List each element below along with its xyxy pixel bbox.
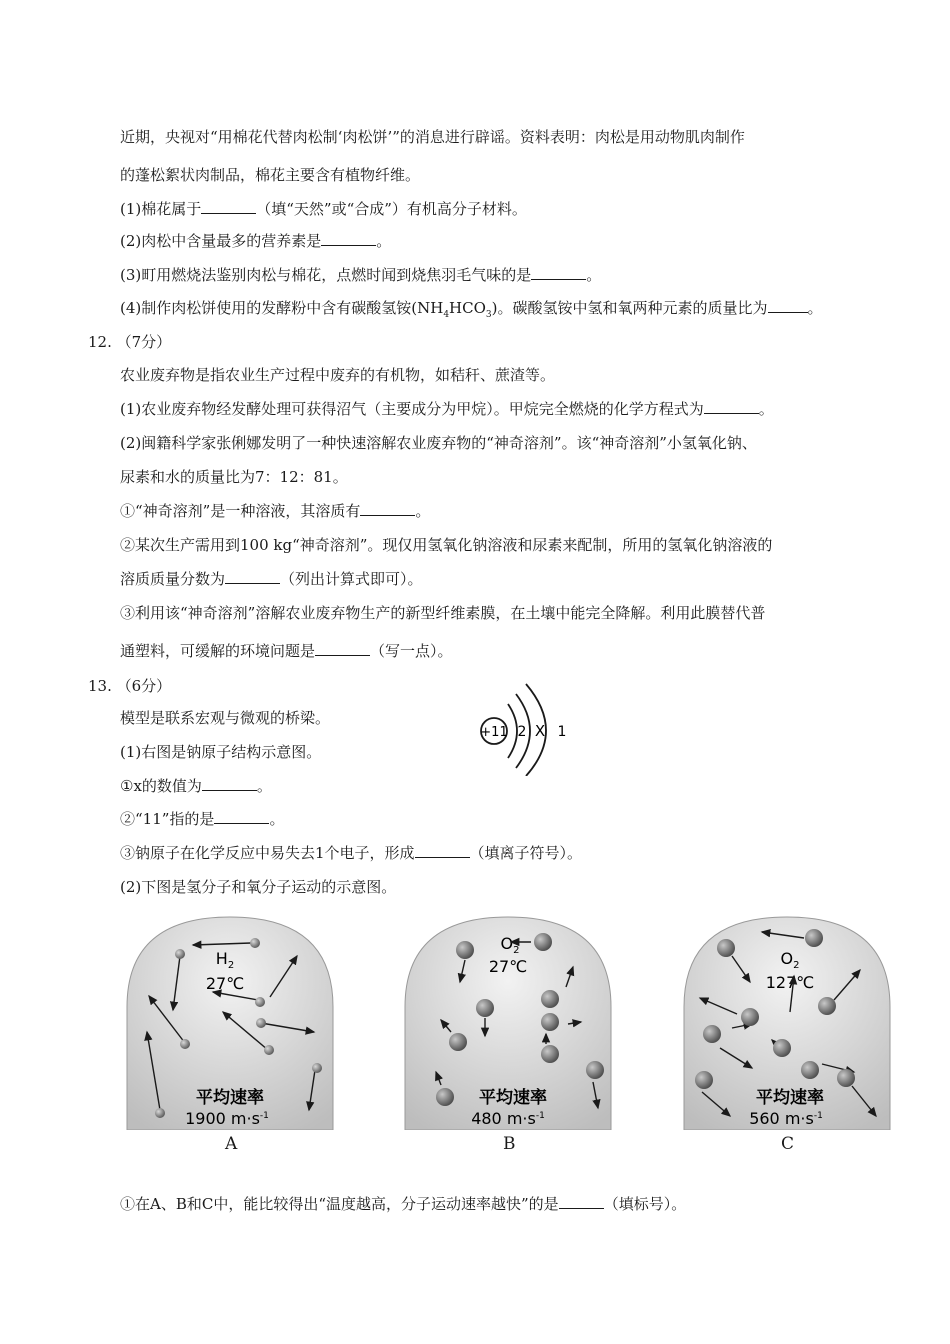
q13-sub2: (2)下图是氢分子和氧分子运动的示意图。 (120, 878, 397, 896)
q12-circle3-line2: 通塑料，可缓解的环境问题是 （写一点）。 (120, 642, 453, 660)
temperature-label: 27℃ (205, 974, 245, 993)
q11-intro-line1: 近期，央视对“用棉花代替肉松制‘肉松饼’”的消息进行辟谣。资料表明：肉松是用动物肌肉制作 (120, 128, 745, 146)
q11-sub2: (2)肉松中含量最多的营养素是 。 (120, 232, 392, 250)
q13-header: 13. （6分） (88, 677, 172, 695)
shell1-count: 2 (517, 724, 527, 740)
q12-circle2-line2: 溶质质量分数为 （列出计算式即可）。 (120, 570, 423, 588)
panel-label-b: B (503, 1134, 516, 1154)
answer-blank[interactable] (214, 809, 269, 824)
nucleus-charge: +11 (480, 725, 508, 740)
answer-blank[interactable] (531, 265, 586, 280)
rate-title: 平均速率 (756, 1088, 824, 1108)
answer-blank[interactable] (768, 298, 808, 313)
q13-circle1: ①x的数值为 。 (120, 777, 272, 795)
gas-label: $H_2$ (215, 949, 235, 971)
gas-label: $O_2$ (780, 949, 800, 971)
answer-blank[interactable] (201, 199, 256, 214)
answer-blank[interactable] (321, 231, 376, 246)
q13-sub1: (1)右图是钠原子结构示意图。 (120, 743, 322, 761)
q12-sub2-line1: (2)闽籍科学家张俐娜发明了一种快速溶解农业废弃物的“神奇溶剂”。该“神奇溶剂”小氢氧化钠、 (120, 434, 757, 452)
answer-blank[interactable] (315, 641, 370, 656)
rate-value: 1900 $m\cdot s^{-1}$ (185, 1109, 269, 1128)
q13-last-question: ①在A、B和C中，能比较得出“温度越高，分子运动速率越快”的是 （填标号）。 (120, 1195, 687, 1213)
q12-sub2-line2: 尿素和水的质量比为7：12：81。 (120, 468, 348, 486)
q11-intro-line2: 的蓬松絮状肉制品，棉花主要含有植物纤维。 (120, 166, 421, 184)
rate-value: 560 $m\cdot s^{-1}$ (749, 1109, 823, 1128)
molecule-panel-b (403, 912, 613, 1130)
q11-sub3: (3)町用燃烧法鉴别肉松与棉花，点燃时闻到烧焦羽毛气味的是 。 (120, 266, 602, 284)
q12-intro: 农业废弃物是指农业生产过程中废弃的有机物，如秸秆、蔗渣等。 (120, 366, 556, 384)
rate-title: 平均速率 (196, 1088, 264, 1108)
q13-circle2: ②“11”指的是 。 (120, 810, 285, 828)
shell3-count: 1 (557, 724, 567, 740)
q11-sub1: (1)棉花属于 （填“天然”或“合成”）有机高分子材料。 (120, 200, 527, 218)
q12-circle1: ①“神奇溶剂”是一种溶液，其溶质有 。 (120, 502, 431, 520)
q13-intro: 模型是联系宏观与微观的桥梁。 (120, 709, 331, 727)
q12-circle3-line1: ③利用该“神奇溶剂”溶解农业废弃物生产的新型纤维素膜，在土壤中能完全降解。利用此膜替代普 (120, 604, 766, 622)
sodium-atom-diagram (470, 676, 590, 776)
answer-blank[interactable] (559, 1194, 604, 1209)
answer-blank[interactable] (202, 776, 257, 791)
q11-sub4: (4)制作肉松饼使用的发酵粉中含有碳酸氢铵$(NH_4HCO_3)$。碳酸氢铵中氢和氧两种元素的质量比为 。 (120, 299, 823, 320)
q12-circle2-line1: ②某次生产需用到100 kg“神奇溶剂”。现仅用氢氧化钠溶液和尿素来配制，所用的氢氧化钠溶液的 (120, 536, 773, 554)
panel-label-a: A (225, 1134, 238, 1154)
electron-shell-1 (508, 704, 517, 758)
q12-header: 12. （7分） (88, 333, 172, 351)
gas-label: $O_2$ (500, 934, 520, 956)
q13-circle3: ③钠原子在化学反应中易失去1个电子，形成 （填离子符号）。 (120, 844, 583, 862)
rate-title: 平均速率 (479, 1088, 547, 1108)
molecule-panel-c (682, 912, 892, 1130)
answer-blank[interactable] (415, 843, 470, 858)
answer-blank[interactable] (704, 399, 759, 414)
q12-sub1: (1)农业废弃物经发酵处理可获得沼气（主要成分为甲烷）。甲烷完全燃烧的化学方程式为 。 (120, 400, 774, 418)
panel-label-c: C (781, 1134, 795, 1154)
temperature-label: 127℃ (765, 973, 815, 992)
shell2-count: X (534, 722, 546, 740)
molecule-panel-a (125, 912, 335, 1130)
answer-blank[interactable] (225, 569, 280, 584)
answer-blank[interactable] (360, 501, 415, 516)
temperature-label: 27℃ (488, 957, 528, 976)
rate-value: 480 $m\cdot s^{-1}$ (471, 1109, 545, 1128)
